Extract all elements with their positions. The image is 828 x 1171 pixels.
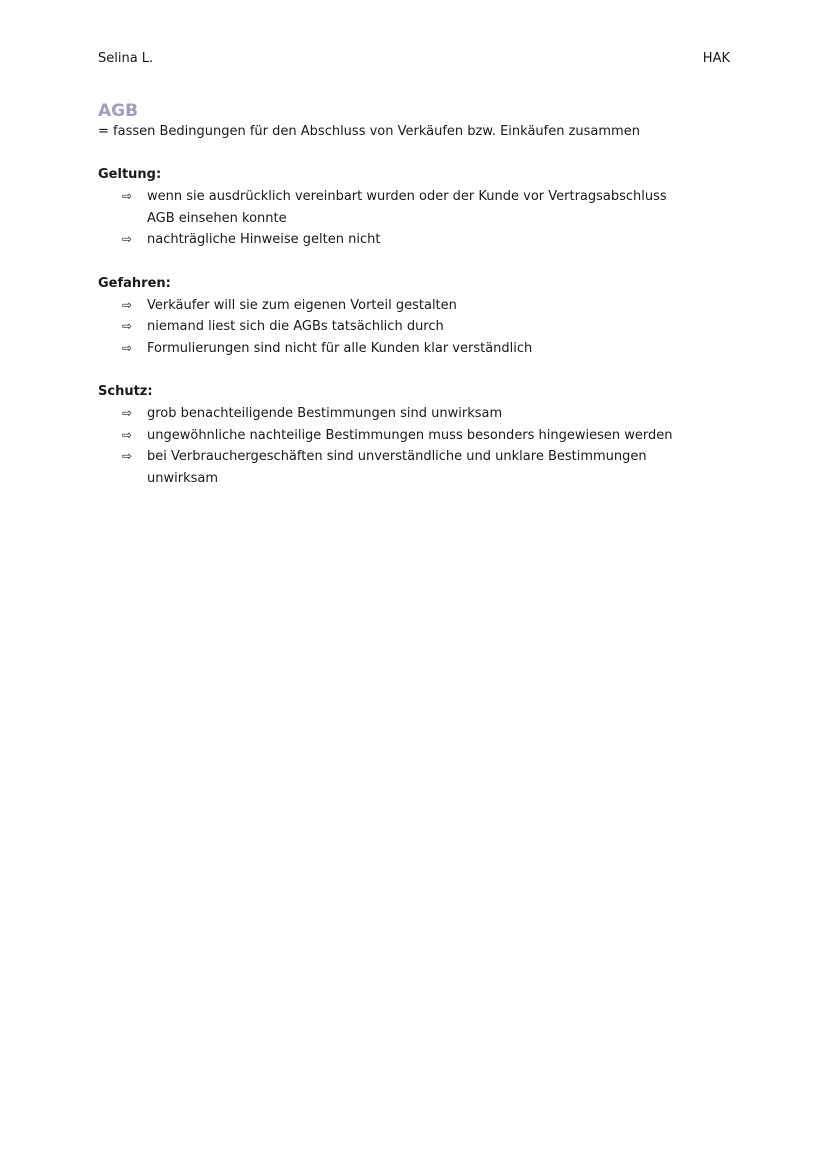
section-gefahren	[98, 274, 738, 360]
section-schutz	[98, 382, 738, 489]
bullet-list	[98, 186, 738, 251]
list-item-text: niemand liest sich die AGBs tatsächlich durch	[147, 319, 444, 334]
class-label: HAK	[702, 51, 730, 66]
arrow-right-icon: ⇨	[122, 297, 133, 312]
list-item-text: grob benachteiligende Bestimmungen sind unwirksam	[147, 406, 503, 421]
list-item-text: ungewöhnliche nachteilige Bestimmungen muss besonders hingewiesen werden	[147, 427, 673, 443]
arrow-right-icon: ⇨	[122, 232, 133, 246]
list-item	[98, 316, 738, 338]
document-body	[98, 100, 738, 489]
list-item-text: wenn sie ausdrücklich vereinbart wurden oder der Kunde vor Vertragsabschluss AGB einsehen konnte	[147, 189, 667, 226]
list-item	[98, 295, 738, 317]
section-geltung	[98, 165, 738, 251]
list-item-text: bei Verbrauchergeschäften sind unverständliche und unklare Bestimmungen unwirksam	[147, 449, 647, 486]
list-item	[98, 425, 738, 447]
page-header	[98, 50, 730, 68]
list-item-text: nachträgliche Hinweise gelten nicht	[147, 232, 381, 247]
list-item-text: Verkäufer will sie zum eigenen Vorteil gestalten	[147, 297, 457, 313]
arrow-right-icon: ⇨	[122, 189, 133, 203]
list-item	[98, 403, 738, 425]
section-heading: Gefahren:	[98, 275, 171, 291]
arrow-right-icon: ⇨	[122, 319, 133, 333]
definition-text: = fassen Bedingungen für den Abschluss von Verkäufen bzw. Einkäufen zusammen	[98, 124, 640, 139]
list-item	[98, 338, 738, 360]
section-heading: Schutz:	[98, 384, 153, 399]
arrow-right-icon: ⇨	[122, 449, 133, 463]
section-heading: Geltung:	[98, 167, 162, 182]
list-item-text: Formulierungen sind nicht für alle Kunden klar verständlich	[147, 340, 533, 356]
page-title: AGB	[98, 101, 139, 121]
arrow-right-icon: ⇨	[122, 427, 133, 442]
list-item	[98, 229, 738, 251]
bullet-list	[98, 403, 738, 489]
list-item	[98, 186, 738, 229]
arrow-right-icon: ⇨	[122, 406, 133, 420]
bullet-list	[98, 295, 738, 360]
author-name: Selina L.	[98, 51, 154, 66]
list-item	[98, 446, 738, 489]
arrow-right-icon: ⇨	[122, 340, 133, 355]
